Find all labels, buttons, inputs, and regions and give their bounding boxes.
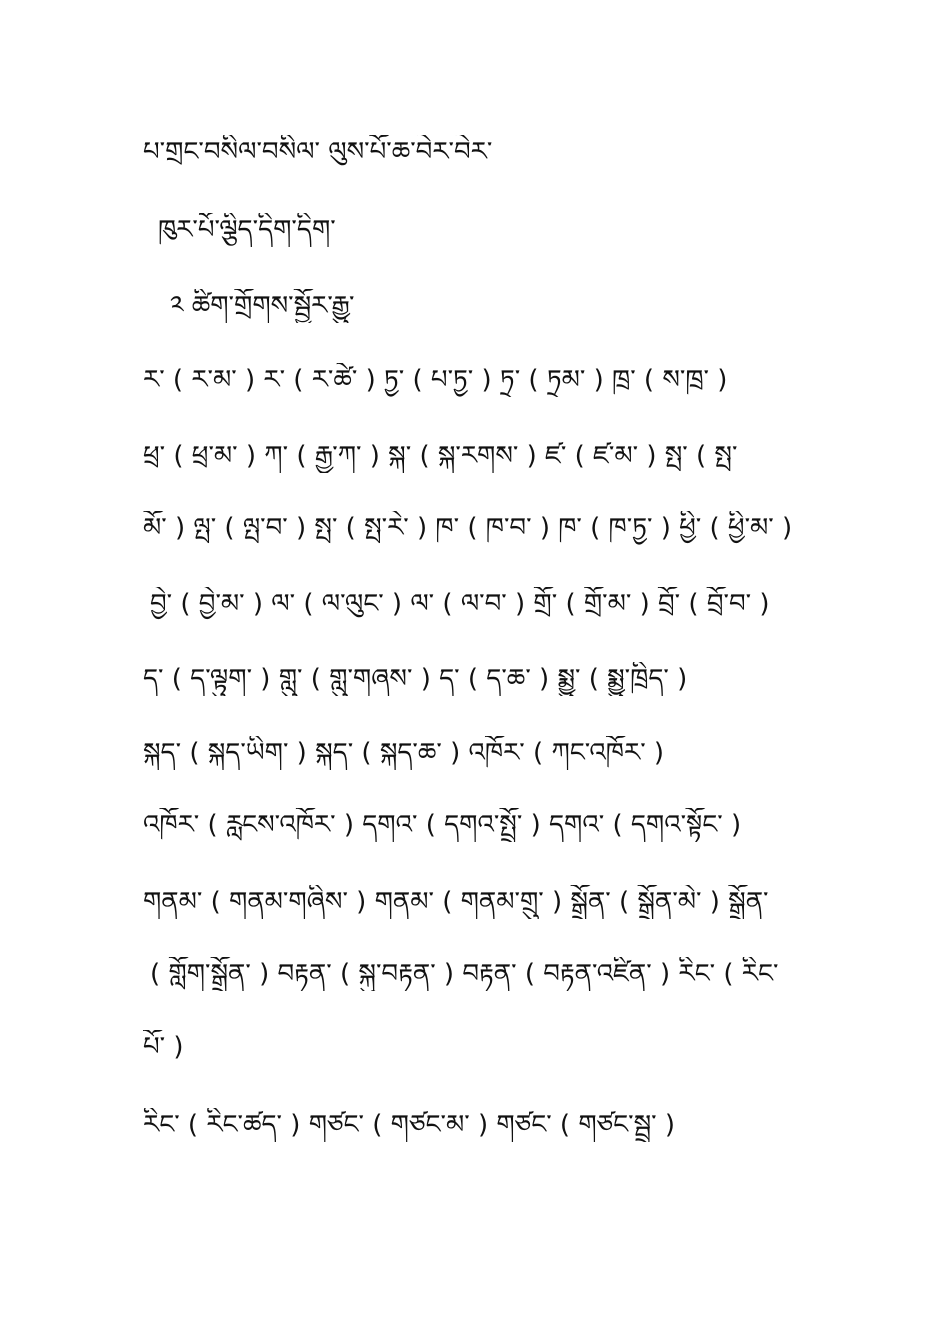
text-line-10: འཁོར་ ( རླངས་འཁོར་ ) དགའ་ ( དགའ་སྤྲོ་ ) དགའ་ ( དགའ་སྟོང་ ) xyxy=(143,810,742,840)
text-line-11: གནམ་ ( གནམ་གཞིས་ ) གནམ་ ( གནམ་གྲུ་ ) སྒྲོན་ ( སྒྲོན་མེ་ ) སྒྲོན་ xyxy=(143,887,769,917)
text-line-4: ར་ ( ར་མ་ ) ར་ ( ར་ཚེ་ ) ཏྱ་ ( པ་ཏྱ་ ) ཏྲ་ ( ཏྲམ་ ) ཁྲ་ ( ས་ཁྲ་ ) xyxy=(143,365,728,395)
text-line-7: བྱེ་ ( བྱེ་མ་ ) ལ་ ( ལ་ལུང་ ) ལ་ ( ལ་བ་ ) གྲོ་ ( གྲོ་མ་ ) བྲོ་ ( བྲོ་བ་ ) xyxy=(150,589,770,619)
section-heading: ༢ ཚིག་གྲོགས་སྦྱོར་རྒྱུ་ xyxy=(170,291,355,321)
text-line-5: ཕྲ་ ( ཕྲ་མ་ ) ཀ་ ( རྒྱ་ཀ་ ) སྐ་ ( སྐ་རགས་ ) ཛ་ ( ཛ་མ་ ) སྤ་ ( སྤ་ xyxy=(143,441,738,471)
text-line-14: རིང་ ( རིང་ཚད་ ) གཙང་ ( གཙང་མ་ ) གཙང་ ( གཙང་སྦྲ་ ) xyxy=(143,1110,676,1140)
text-line-9: སྐད་ ( སྐད་ཡིག་ ) སྐད་ ( སྐད་ཆ་ ) འཁོར་ ( ཀང་འཁོར་ ) xyxy=(143,738,665,768)
text-line-6: མོ་ ) ལྤ་ ( ལྤ་བ་ ) སྤ་ ( སྤ་རེ་ ) ཁ་ ( ཁ་བ་ ) ཁ་ ( ཁ་ཏྱ་ ) ཕྱི་ ( ཕྱི་མ་ ) xyxy=(143,513,793,543)
text-line-1: པ་གྲང་བསིལ་བསིལ་ ལུས་པོ་ཆ་བེར་བེར་ xyxy=(143,137,493,167)
text-line-13: པོ་ ) xyxy=(143,1032,184,1062)
text-line-12: ( གློག་སྒྲོན་ ) བརྟན་ ( སྐུ་བརྟན་ ) བརྟན་ ( བརྟན་འཛིན་ ) རིང་ ( རིང་ xyxy=(150,959,779,989)
text-line-8: ད་ ( ད་ལྟུག་ ) གླུ་ ( གླུ་གཞས་ ) ད་ ( ད་ཆ་ ) སྨྱུ་ ( སྨྱུ་ཁྲིད་ ) xyxy=(143,664,688,694)
text-line-2: ཁུར་པོ་ལྕིད་དིག་དིག་ xyxy=(158,215,336,245)
